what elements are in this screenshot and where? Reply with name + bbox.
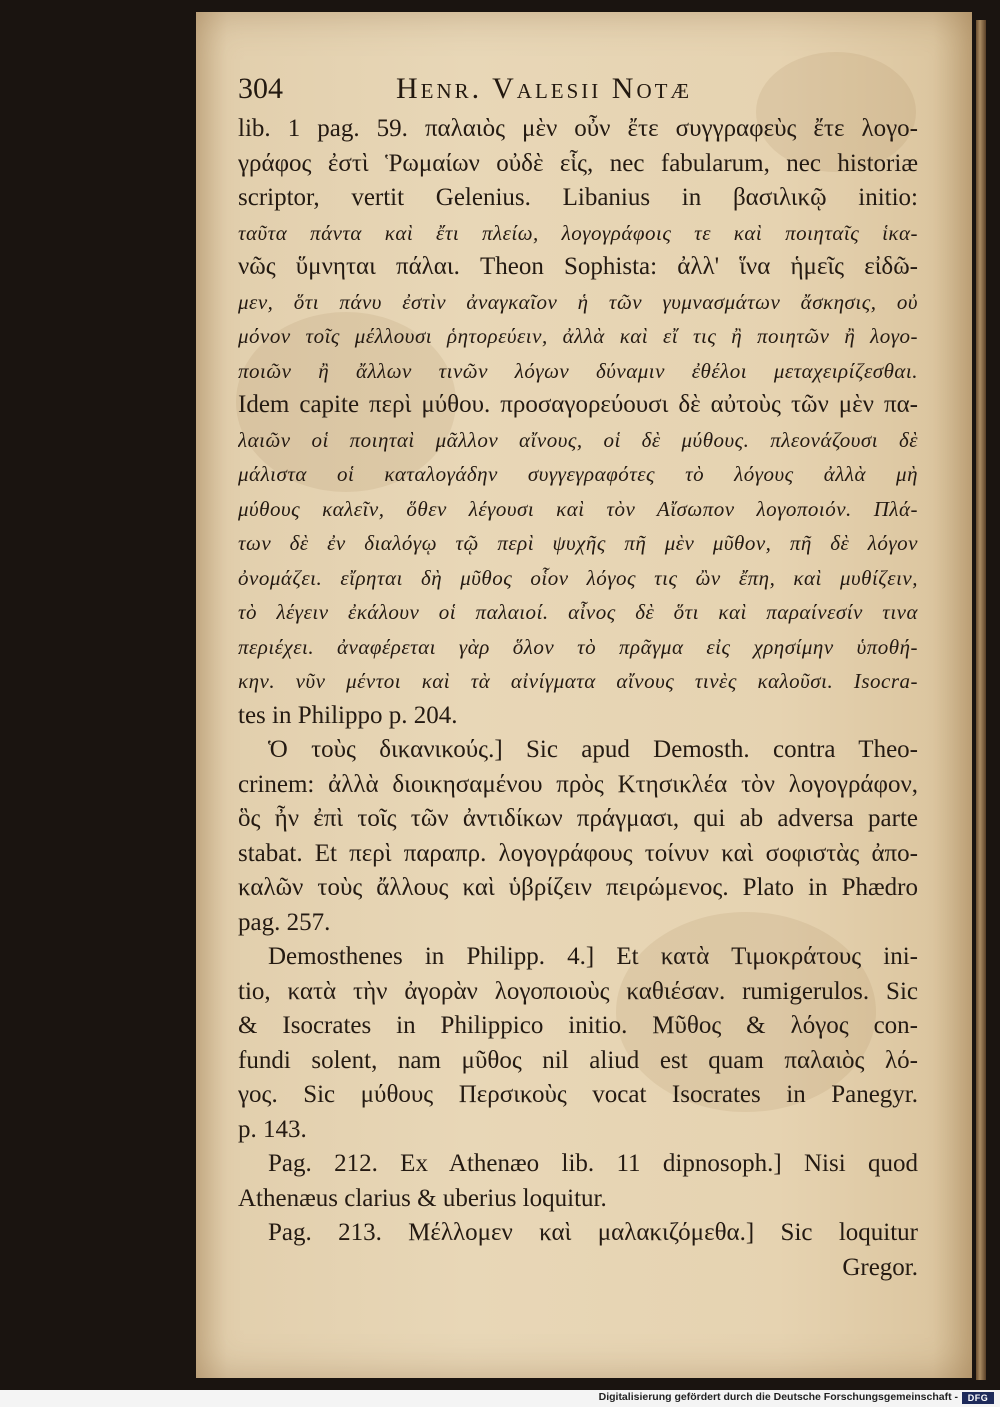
text-line: λαιῶν οἱ ποιηταὶ μᾶλλον αἴνους, οἱ δὲ μύθους. πλεονάζουσι δὲ — [238, 427, 918, 452]
text-line: Ὁ τοὺς δικανικούς.] Sic apud Demosth. contra Theo- — [268, 736, 918, 763]
page-edge — [976, 20, 986, 1380]
text-line: μόνον τοῖς μέλλουσι ῥητορεύειν, ἀλλὰ καὶ εἴ τις ἢ ποιητῶν ἢ λογο- — [238, 324, 918, 348]
text-line: Gregor. — [842, 1253, 918, 1281]
dfg-logo: DFG — [962, 1392, 994, 1404]
text-line: Athenæus clarius & uberius loquitur. — [238, 1184, 607, 1212]
text-line: τὸ λέγειν ἐκάλουν οἱ παλαιοί. αἶνος δὲ ὅτι καὶ παραίνεσίν τινα — [238, 600, 918, 624]
text-line: tes in Philippo p. 204. — [238, 701, 458, 729]
text-line: μύθους καλεῖν, ὅθεν λέγουσι καὶ τὸν Αἴσωπον λογοποιόν. Πλά- — [238, 496, 918, 521]
text-line: Idem capite περὶ μύθου. προσαγορεύουσι δὲ αὐτοὺς τῶν μὲν πα- — [238, 391, 918, 418]
text-line: & Isocrates in Philippico initio. Μῦθος & λόγος con- — [238, 1012, 918, 1039]
text-line: νῶς ὕμνηται πάλαι. Theon Sophista: ἀλλ' ἵνα ἡμεῖς εἰδῶ- — [238, 253, 918, 280]
text-line: stabat. Et περὶ παραπρ. λογογράφους τοίνυν καὶ σοφιστὰς ἀπο- — [238, 839, 918, 867]
text-line: tio, κατὰ τὴν ἀγορὰν λογοποιοὺς καθιέσαν. rumigerulos. Sic — [238, 977, 918, 1005]
text-line: ὃς ἦν ἐπὶ τοῖς τῶν ἀντιδίκων πράγμασι, qui ab adversa parte — [238, 805, 918, 832]
text-line: p. 143. — [238, 1115, 307, 1143]
text-line: καλῶν τοὺς ἄλλους καὶ ὑβρίζειν πειρώμενος. Plato in Phædro — [238, 874, 918, 901]
running-title: Henr. Valesii Notæ — [396, 72, 693, 105]
text-line: pag. 257. — [238, 908, 331, 936]
text-line: μάλιστα οἱ καταλογάδην συγγεγραφότες τὸ λόγους ἀλλὰ μὴ — [238, 462, 918, 486]
body-text — [238, 112, 918, 1285]
text-line: γος. Sic μύθους Περσικοὺς vocat Isocrates in Panegyr. — [238, 1081, 918, 1108]
text-line: fundi solent, nam μῦθος nil aliud est quam παλαιὸς λό- — [238, 1046, 918, 1074]
text-line: crinem: ἀλλὰ διοικησαμένου πρὸς Κτησικλέα τὸν λογογράφον, — [238, 770, 918, 798]
text-line: περιέχει. ἀναφέρεται γὰρ ὅλον τὸ πρᾶγμα εἰς χρησίμην ὑποθή- — [238, 634, 918, 659]
funding-credit: Digitalisierung gefördert durch die Deutsche Forschungsgemeinschaft - — [598, 1391, 958, 1403]
text-line: γράφος ἐστὶ Ῥωμαίων οὐδὲ εἷς, nec fabularum, nec historiæ — [238, 149, 918, 177]
text-line: Demosthenes in Philipp. 4.] Et κατὰ Τιμοκράτους ini- — [268, 943, 918, 970]
text-line: scriptor, vertit Gelenius. Libanius in βασιλικῷ initio: — [238, 184, 918, 211]
text-line: ποιῶν ἢ ἄλλων τινῶν λόγων δύναμιν ἐθέλοι μεταχειρίζεσθαι. — [238, 358, 918, 383]
text-line: Pag. 213. Μέλλομεν καὶ μαλακιζόμεθα.] Sic loquitur — [268, 1219, 918, 1246]
text-line: μεν, ὅτι πάνυ ἐστὶν ἀναγκαῖον ἡ τῶν γυμνασμάτων ἄσκησις, οὐ — [238, 289, 918, 314]
text-line: Pag. 212. Ex Athenæo lib. 11 dipnosoph.] Nisi quod — [268, 1150, 918, 1177]
text-line: ταῦτα πάντα καὶ ἔτι πλείω, λογογράφοις τε καὶ ποιηταῖς ἱκα- — [238, 220, 918, 245]
text-line: κην. νῦν μέντοι καὶ τὰ αἰνίγματα αἴνους τινὲς καλοῦσι. Isocra- — [238, 669, 918, 693]
text-line: lib. 1 pag. 59. παλαιὸς μὲν οὖν ἔτε συγγραφεὺς ἔτε λογο- — [238, 115, 918, 142]
page-number: 304 — [238, 72, 283, 105]
footer-bar — [0, 1390, 1000, 1407]
text-line: ὀνομάζει. εἴρηται δὴ μῦθος οἷον λόγος τις ὢν ἔπη, καὶ μυθίζειν, — [238, 565, 918, 590]
text-line: των δὲ ἐν διαλόγῳ τῷ περὶ ψυχῆς πῆ μὲν μῦθον, πῆ δὲ λόγον — [238, 531, 918, 555]
